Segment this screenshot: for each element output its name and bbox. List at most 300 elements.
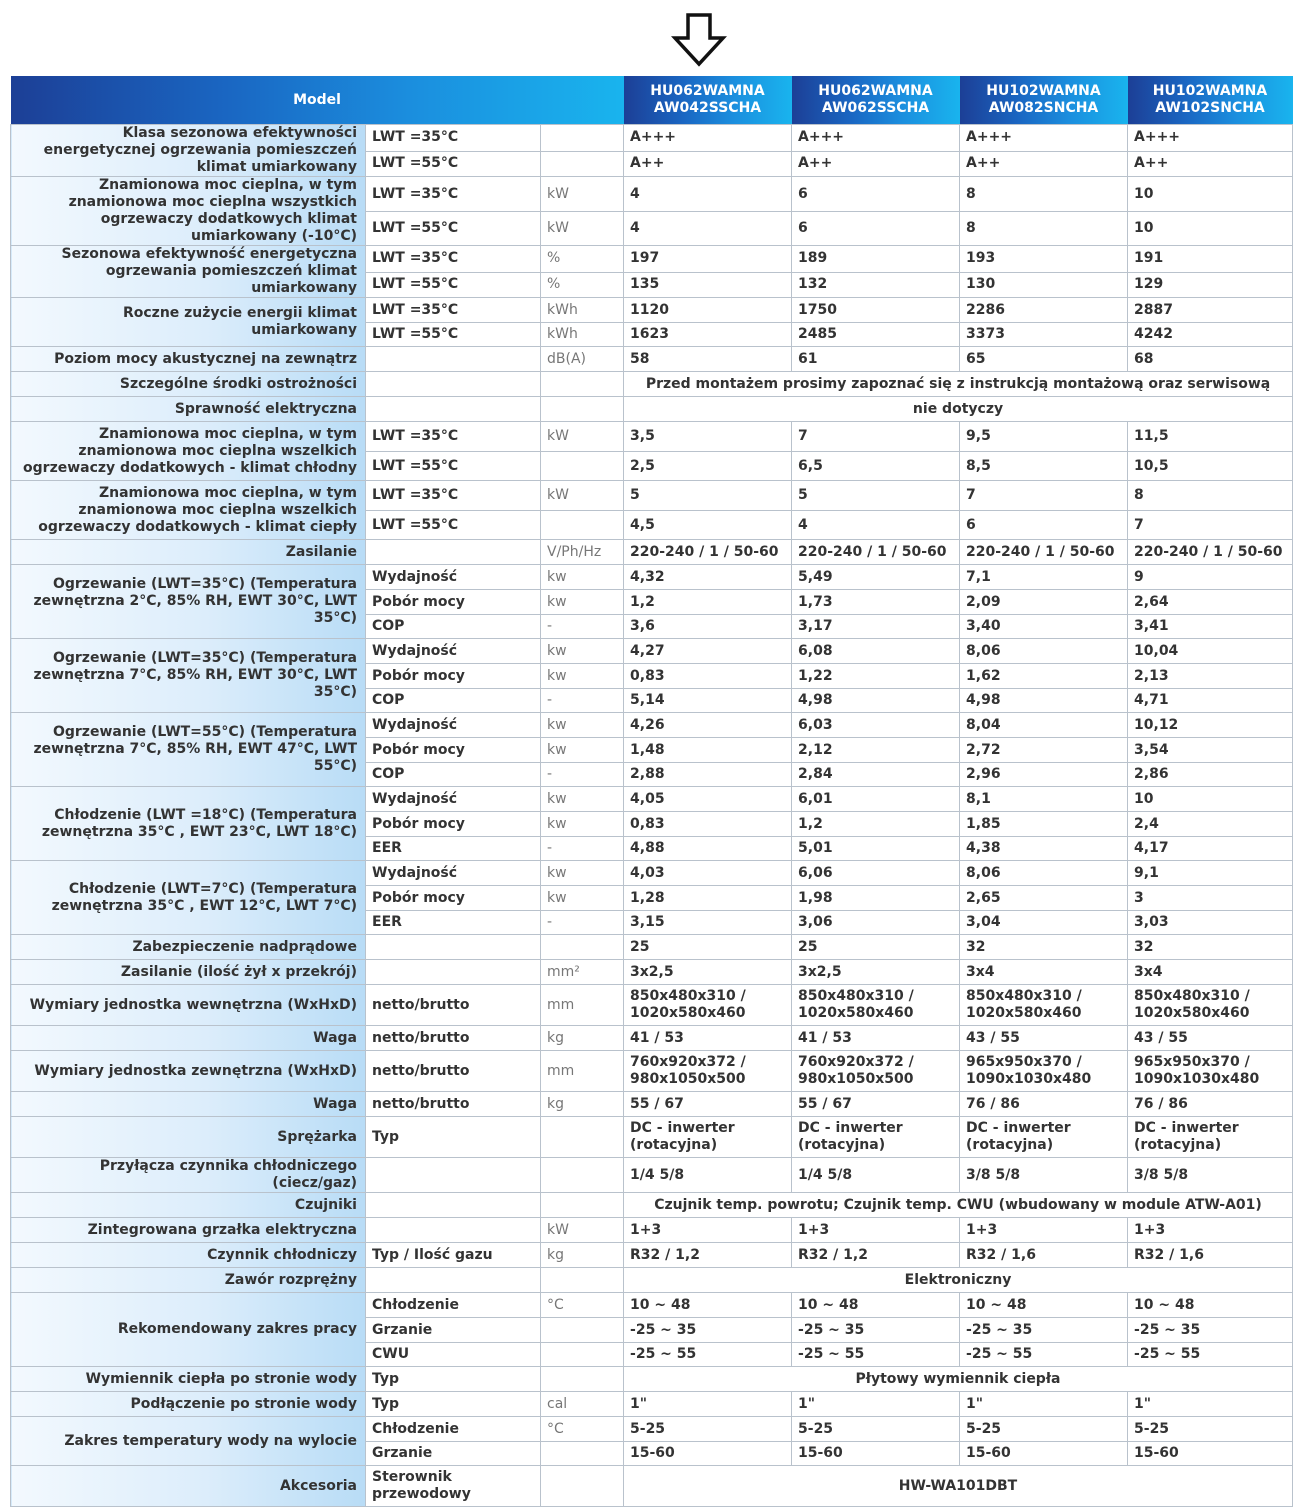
row-label: Czujniki	[11, 1193, 366, 1218]
down-arrow-icon	[671, 12, 727, 68]
value-cell: A++	[792, 151, 960, 176]
value-cell: -25 ~ 55	[792, 1343, 960, 1367]
value-cell: 5-25	[1128, 1417, 1293, 1442]
model-column-header	[792, 76, 960, 125]
row-unit: kW	[541, 1218, 624, 1243]
row-condition: LWT =55°C	[366, 151, 541, 176]
model-column-header	[1128, 76, 1293, 125]
value-cell: DC - inwerter (rotacyjna)	[960, 1117, 1128, 1158]
row-label: Szczególne środki ostrożności	[11, 372, 366, 397]
row-unit	[541, 151, 624, 176]
table-row	[11, 1158, 1293, 1193]
row-condition	[366, 960, 541, 985]
row-condition	[366, 1218, 541, 1243]
value-cell: A++	[1128, 151, 1293, 176]
value-cell: 191	[1128, 246, 1293, 273]
table-row	[11, 861, 1293, 886]
value-cell: 3,54	[1128, 738, 1293, 763]
value-cell: 10,5	[1128, 452, 1293, 481]
model-code: HU102WAMNA	[1152, 83, 1268, 99]
table-row	[11, 1117, 1293, 1158]
row-unit	[541, 452, 624, 481]
row-condition: LWT =35°C	[366, 422, 541, 452]
value-cell: 5,01	[792, 837, 960, 861]
row-unit: kw	[541, 639, 624, 664]
row-unit: -	[541, 763, 624, 787]
model-code: AW062SSCHA	[821, 100, 930, 116]
value-cell: 68	[1128, 347, 1293, 372]
row-label: Chłodzenie (LWT =18°C) (Temperatura zewnętrzna 35°C , EWT 23°C, LWT 18°C)	[11, 787, 366, 861]
value-cell: 3,41	[1128, 615, 1293, 639]
row-label: Ogrzewanie (LWT=55°C) (Temperatura zewnętrzna 7°C, 85% RH, EWT 47°C, LWT 55°C)	[11, 713, 366, 787]
table-row	[11, 713, 1293, 738]
value-cell: R32 / 1,6	[960, 1243, 1128, 1268]
value-cell: 5-25	[960, 1417, 1128, 1442]
value-cell: R32 / 1,2	[792, 1243, 960, 1268]
table-row	[11, 1243, 1293, 1268]
value-cell: 32	[1128, 935, 1293, 960]
value-cell: 1+3	[960, 1218, 1128, 1243]
value-cell: -25 ~ 35	[624, 1318, 792, 1343]
value-cell: 1/4 5/8	[624, 1158, 792, 1193]
value-cell: 32	[960, 935, 1128, 960]
model-code: HU102WAMNA	[986, 83, 1101, 99]
value-cell: -25 ~ 35	[960, 1318, 1128, 1343]
table-row	[11, 1051, 1293, 1092]
row-unit: V/Ph/Hz	[541, 540, 624, 565]
model-code: AW102SNCHA	[1155, 100, 1265, 116]
row-unit: kg	[541, 1243, 624, 1268]
value-cell: 8,5	[960, 452, 1128, 481]
row-unit: -	[541, 689, 624, 713]
value-cell: 3,15	[624, 911, 792, 935]
table-row	[11, 1417, 1293, 1442]
row-label: Zabezpieczenie nadprądowe	[11, 935, 366, 960]
value-cell: 6,06	[792, 861, 960, 886]
value-cell: A++	[960, 151, 1128, 176]
value-cell: 220-240 / 1 / 50-60	[792, 540, 960, 565]
row-label: Chłodzenie (LWT=7°C) (Temperatura zewnętrzna 35°C , EWT 12°C, LWT 7°C)	[11, 861, 366, 935]
value-cell: 6,5	[792, 452, 960, 481]
value-cell: 55 / 67	[624, 1092, 792, 1117]
value-cell: 1"	[792, 1392, 960, 1417]
model-column-header	[960, 76, 1128, 125]
value-cell: 43 / 55	[960, 1026, 1128, 1051]
value-cell: 15-60	[960, 1442, 1128, 1466]
row-unit: kw	[541, 664, 624, 689]
row-condition: Wydajność	[366, 861, 541, 886]
row-condition: LWT =55°C	[366, 511, 541, 540]
table-body	[11, 125, 1293, 1507]
value-cell: 10 ~ 48	[960, 1293, 1128, 1318]
row-unit: cal	[541, 1392, 624, 1417]
row-unit	[541, 935, 624, 960]
value-cell: 3/8 5/8	[1128, 1158, 1293, 1193]
value-cell: 5	[792, 481, 960, 511]
value-cell: A++	[624, 151, 792, 176]
value-cell: 8,06	[960, 861, 1128, 886]
row-label: Sezonowa efektywność energetyczna ogrzewania pomieszczeń klimat umiarkowany	[11, 246, 366, 298]
table-row	[11, 1092, 1293, 1117]
value-cell: 41 / 53	[792, 1026, 960, 1051]
row-unit: kw	[541, 886, 624, 911]
value-cell: DC - inwerter (rotacyjna)	[624, 1117, 792, 1158]
value-cell: -25 ~ 55	[624, 1343, 792, 1367]
row-label: Zasilanie	[11, 540, 366, 565]
row-unit: kw	[541, 812, 624, 837]
value-cell: 6	[792, 212, 960, 246]
row-condition: LWT =35°C	[366, 298, 541, 323]
model-code: HU062WAMNA	[650, 83, 765, 99]
table-row	[11, 639, 1293, 664]
value-cell: 132	[792, 272, 960, 297]
row-unit: -	[541, 837, 624, 861]
value-cell: A+++	[792, 125, 960, 152]
row-unit: kW	[541, 481, 624, 511]
value-cell: 3x2,5	[624, 960, 792, 985]
row-condition: LWT =35°C	[366, 246, 541, 273]
value-cell: 10 ~ 48	[1128, 1293, 1293, 1318]
row-unit	[541, 1158, 624, 1193]
value-cell: -25 ~ 55	[1128, 1343, 1293, 1367]
table-row	[11, 565, 1293, 590]
row-unit	[541, 511, 624, 540]
row-unit: kg	[541, 1092, 624, 1117]
value-cell: 4	[624, 177, 792, 212]
merged-value-cell: HW-WA101DBT	[624, 1466, 1293, 1507]
value-cell: 3,03	[1128, 911, 1293, 935]
row-condition	[366, 372, 541, 397]
row-label: Znamionowa moc cieplna, w tym znamionowa moc cieplna wszelkich ogrzewaczy dodatkowych - klimat ciepły	[11, 481, 366, 540]
value-cell: 850x480x310 / 1020x580x460	[624, 985, 792, 1026]
row-label: Zawór rozprężny	[11, 1268, 366, 1293]
model-column-header	[624, 76, 792, 125]
value-cell: 1+3	[1128, 1218, 1293, 1243]
value-cell: 1,2	[792, 812, 960, 837]
value-cell: 1,48	[624, 738, 792, 763]
value-cell: 41 / 53	[624, 1026, 792, 1051]
value-cell: 2,65	[960, 886, 1128, 911]
value-cell: 25	[624, 935, 792, 960]
merged-value-cell: Czujnik temp. powrotu; Czujnik temp. CWU (wbudowany w module ATW-A01)	[624, 1193, 1293, 1218]
value-cell: 3,17	[792, 615, 960, 639]
value-cell: 5-25	[624, 1417, 792, 1442]
value-cell: 6,08	[792, 639, 960, 664]
row-unit: kw	[541, 861, 624, 886]
row-condition	[366, 935, 541, 960]
value-cell: 193	[960, 246, 1128, 273]
value-cell: 7	[960, 481, 1128, 511]
value-cell: 4,98	[792, 689, 960, 713]
row-unit: °C	[541, 1417, 624, 1442]
value-cell: 6,01	[792, 787, 960, 812]
row-condition: CWU	[366, 1343, 541, 1367]
value-cell: 7	[792, 422, 960, 452]
row-label: Znamionowa moc cieplna, w tym znamionowa moc cieplna wszystkich ogrzewaczy dodatkowych klimat umiarkowany (-10°C)	[11, 177, 366, 246]
table-row	[11, 1293, 1293, 1318]
row-label: Akcesoria	[11, 1466, 366, 1507]
value-cell: 1750	[792, 298, 960, 323]
value-cell: 15-60	[792, 1442, 960, 1466]
value-cell: 8	[960, 212, 1128, 246]
model-code: HU062WAMNA	[818, 83, 933, 99]
row-condition: EER	[366, 837, 541, 861]
value-cell: 7,1	[960, 565, 1128, 590]
model-code: AW042SSCHA	[653, 100, 762, 116]
row-unit	[541, 1466, 624, 1507]
row-condition	[366, 1268, 541, 1293]
value-cell: DC - inwerter (rotacyjna)	[1128, 1117, 1293, 1158]
value-cell: 5,49	[792, 565, 960, 590]
row-label: Czynnik chłodniczy	[11, 1243, 366, 1268]
row-condition: LWT =55°C	[366, 212, 541, 246]
row-condition: Wydajność	[366, 565, 541, 590]
row-condition: netto/brutto	[366, 1092, 541, 1117]
table-row	[11, 347, 1293, 372]
value-cell: 1"	[624, 1392, 792, 1417]
row-label: Sprężarka	[11, 1117, 366, 1158]
row-unit	[541, 397, 624, 422]
row-unit: kw	[541, 787, 624, 812]
row-unit	[541, 125, 624, 152]
row-unit: mm²	[541, 960, 624, 985]
value-cell: -25 ~ 35	[792, 1318, 960, 1343]
row-condition	[366, 397, 541, 422]
row-unit: kw	[541, 738, 624, 763]
value-cell: R32 / 1,2	[624, 1243, 792, 1268]
value-cell: 11,5	[1128, 422, 1293, 452]
value-cell: 4,05	[624, 787, 792, 812]
row-label: Zasilanie (ilość żył x przekrój)	[11, 960, 366, 985]
value-cell: 130	[960, 272, 1128, 297]
value-cell: 3/8 5/8	[960, 1158, 1128, 1193]
merged-value-cell: Elektroniczny	[624, 1268, 1293, 1293]
table-row	[11, 787, 1293, 812]
value-cell: A+++	[960, 125, 1128, 152]
table-row	[11, 1268, 1293, 1293]
value-cell: 5-25	[792, 1417, 960, 1442]
row-condition	[366, 347, 541, 372]
row-unit	[541, 1343, 624, 1367]
value-cell: 8,04	[960, 713, 1128, 738]
value-cell: 1"	[1128, 1392, 1293, 1417]
row-condition: Pobór mocy	[366, 738, 541, 763]
value-cell: 58	[624, 347, 792, 372]
table-row	[11, 1392, 1293, 1417]
value-cell: 4,5	[624, 511, 792, 540]
value-cell: 965x950x370 / 1090x1030x480	[1128, 1051, 1293, 1092]
value-cell: 2,72	[960, 738, 1128, 763]
value-cell: 25	[792, 935, 960, 960]
table-row	[11, 422, 1293, 452]
value-cell: 55 / 67	[792, 1092, 960, 1117]
table-row	[11, 1466, 1293, 1507]
value-cell: 1,85	[960, 812, 1128, 837]
row-condition: Sterownik przewodowy	[366, 1466, 541, 1507]
value-cell: 4,88	[624, 837, 792, 861]
value-cell: 4	[624, 212, 792, 246]
value-cell: 10,04	[1128, 639, 1293, 664]
value-cell: 9,5	[960, 422, 1128, 452]
value-cell: 15-60	[624, 1442, 792, 1466]
row-label: Ogrzewanie (LWT=35°C) (Temperatura zewnętrzna 7°C, 85% RH, EWT 30°C, LWT 35°C)	[11, 639, 366, 713]
header-row	[11, 76, 1293, 125]
row-unit: kg	[541, 1026, 624, 1051]
value-cell: 1+3	[792, 1218, 960, 1243]
model-code: AW082SNCHA	[988, 100, 1099, 116]
value-cell: 1,22	[792, 664, 960, 689]
value-cell: 129	[1128, 272, 1293, 297]
row-unit	[541, 372, 624, 397]
row-condition: LWT =35°C	[366, 177, 541, 212]
row-label: Klasa sezonowa efektywności energetycznej ogrzewania pomieszczeń klimat umiarkowany	[11, 125, 366, 177]
value-cell: 6	[792, 177, 960, 212]
value-cell: 220-240 / 1 / 50-60	[624, 540, 792, 565]
row-label: Waga	[11, 1026, 366, 1051]
value-cell: 220-240 / 1 / 50-60	[1128, 540, 1293, 565]
value-cell: 2,84	[792, 763, 960, 787]
value-cell: 1,2	[624, 590, 792, 615]
value-cell: 5	[624, 481, 792, 511]
table-row	[11, 177, 1293, 212]
value-cell: 1+3	[624, 1218, 792, 1243]
merged-value-cell: Przed montażem prosimy zapoznać się z instrukcją montażową oraz serwisową	[624, 372, 1293, 397]
row-label: Wymiennik ciepła po stronie wody	[11, 1367, 366, 1392]
row-condition: Grzanie	[366, 1442, 541, 1466]
row-condition: LWT =35°C	[366, 481, 541, 511]
value-cell: 4	[792, 511, 960, 540]
row-condition: LWT =35°C	[366, 125, 541, 152]
row-unit: mm	[541, 1051, 624, 1092]
row-unit: -	[541, 911, 624, 935]
value-cell: 189	[792, 246, 960, 273]
value-cell: 61	[792, 347, 960, 372]
value-cell: 3,6	[624, 615, 792, 639]
row-condition: COP	[366, 763, 541, 787]
value-cell: 4,38	[960, 837, 1128, 861]
value-cell: 4,32	[624, 565, 792, 590]
row-unit: kw	[541, 565, 624, 590]
value-cell: 5,14	[624, 689, 792, 713]
value-cell: 9	[1128, 565, 1293, 590]
row-condition: Typ	[366, 1392, 541, 1417]
row-unit	[541, 1268, 624, 1293]
value-cell: 2,64	[1128, 590, 1293, 615]
value-cell: 2,86	[1128, 763, 1293, 787]
row-condition: LWT =55°C	[366, 452, 541, 481]
row-condition	[366, 1158, 541, 1193]
value-cell: 760x920x372 / 980x1050x500	[792, 1051, 960, 1092]
row-unit: mm	[541, 985, 624, 1026]
value-cell: 1"	[960, 1392, 1128, 1417]
value-cell: 4,71	[1128, 689, 1293, 713]
value-cell: 10	[1128, 212, 1293, 246]
row-unit: -	[541, 615, 624, 639]
value-cell: 850x480x310 / 1020x580x460	[960, 985, 1128, 1026]
value-cell: 0,83	[624, 664, 792, 689]
value-cell: -25 ~ 35	[1128, 1318, 1293, 1343]
row-label: Znamionowa moc cieplna, w tym znamionowa moc cieplna wszelkich ogrzewaczy dodatkowych - klimat chłodny	[11, 422, 366, 481]
value-cell: 4,98	[960, 689, 1128, 713]
table-row	[11, 1026, 1293, 1051]
row-condition: Typ	[366, 1367, 541, 1392]
row-unit: kW	[541, 422, 624, 452]
value-cell: 197	[624, 246, 792, 273]
table-row	[11, 1193, 1293, 1218]
row-unit	[541, 1318, 624, 1343]
merged-value-cell: nie dotyczy	[624, 397, 1293, 422]
value-cell: 10 ~ 48	[624, 1293, 792, 1318]
value-cell: 3373	[960, 323, 1128, 347]
specification-table	[10, 76, 1293, 1507]
value-cell: 8	[1128, 481, 1293, 511]
row-condition: Pobór mocy	[366, 886, 541, 911]
row-label: Zintegrowana grzałka elektryczna	[11, 1218, 366, 1243]
value-cell: 15-60	[1128, 1442, 1293, 1466]
row-condition: netto/brutto	[366, 1051, 541, 1092]
row-label: Wymiary jednostka wewnętrzna (WxHxD)	[11, 985, 366, 1026]
value-cell: 1/4 5/8	[792, 1158, 960, 1193]
row-label: Sprawność elektryczna	[11, 397, 366, 422]
table-row	[11, 397, 1293, 422]
row-unit	[541, 1442, 624, 1466]
value-cell: 6,03	[792, 713, 960, 738]
value-cell: 8	[960, 177, 1128, 212]
value-cell: 850x480x310 / 1020x580x460	[792, 985, 960, 1026]
value-cell: 4242	[1128, 323, 1293, 347]
value-cell: 3,06	[792, 911, 960, 935]
value-cell: 4,17	[1128, 837, 1293, 861]
row-condition: COP	[366, 689, 541, 713]
row-condition	[366, 540, 541, 565]
row-label: Wymiary jednostka zewnętrzna (WxHxD)	[11, 1051, 366, 1092]
row-unit: %	[541, 246, 624, 273]
value-cell: 76 / 86	[960, 1092, 1128, 1117]
table-row	[11, 960, 1293, 985]
row-unit	[541, 1367, 624, 1392]
row-label: Przyłącza czynnika chłodniczego (ciecz/gaz)	[11, 1158, 366, 1193]
value-cell: 3	[1128, 886, 1293, 911]
row-label: Roczne zużycie energii klimat umiarkowany	[11, 298, 366, 347]
value-cell: 3x4	[1128, 960, 1293, 985]
row-condition: LWT =55°C	[366, 323, 541, 347]
value-cell: 10 ~ 48	[792, 1293, 960, 1318]
row-unit	[541, 1117, 624, 1158]
value-cell: 1,73	[792, 590, 960, 615]
row-unit: kWh	[541, 298, 624, 323]
value-cell: 2,4	[1128, 812, 1293, 837]
value-cell: 43 / 55	[1128, 1026, 1293, 1051]
row-condition: COP	[366, 615, 541, 639]
value-cell: 65	[960, 347, 1128, 372]
value-cell: 76 / 86	[1128, 1092, 1293, 1117]
value-cell: 1,28	[624, 886, 792, 911]
row-label: Ogrzewanie (LWT=35°C) (Temperatura zewnętrzna 2°C, 85% RH, EWT 30°C, LWT 35°C)	[11, 565, 366, 639]
value-cell: A+++	[624, 125, 792, 152]
row-condition: Pobór mocy	[366, 812, 541, 837]
table-row	[11, 246, 1293, 273]
row-condition: Wydajność	[366, 787, 541, 812]
value-cell: 10,12	[1128, 713, 1293, 738]
row-condition: Grzanie	[366, 1318, 541, 1343]
row-condition: netto/brutto	[366, 1026, 541, 1051]
value-cell: 6	[960, 511, 1128, 540]
value-cell: R32 / 1,6	[1128, 1243, 1293, 1268]
value-cell: 4,03	[624, 861, 792, 886]
table-row	[11, 125, 1293, 152]
row-label: Poziom mocy akustycznej na zewnątrz	[11, 347, 366, 372]
value-cell: 2,09	[960, 590, 1128, 615]
